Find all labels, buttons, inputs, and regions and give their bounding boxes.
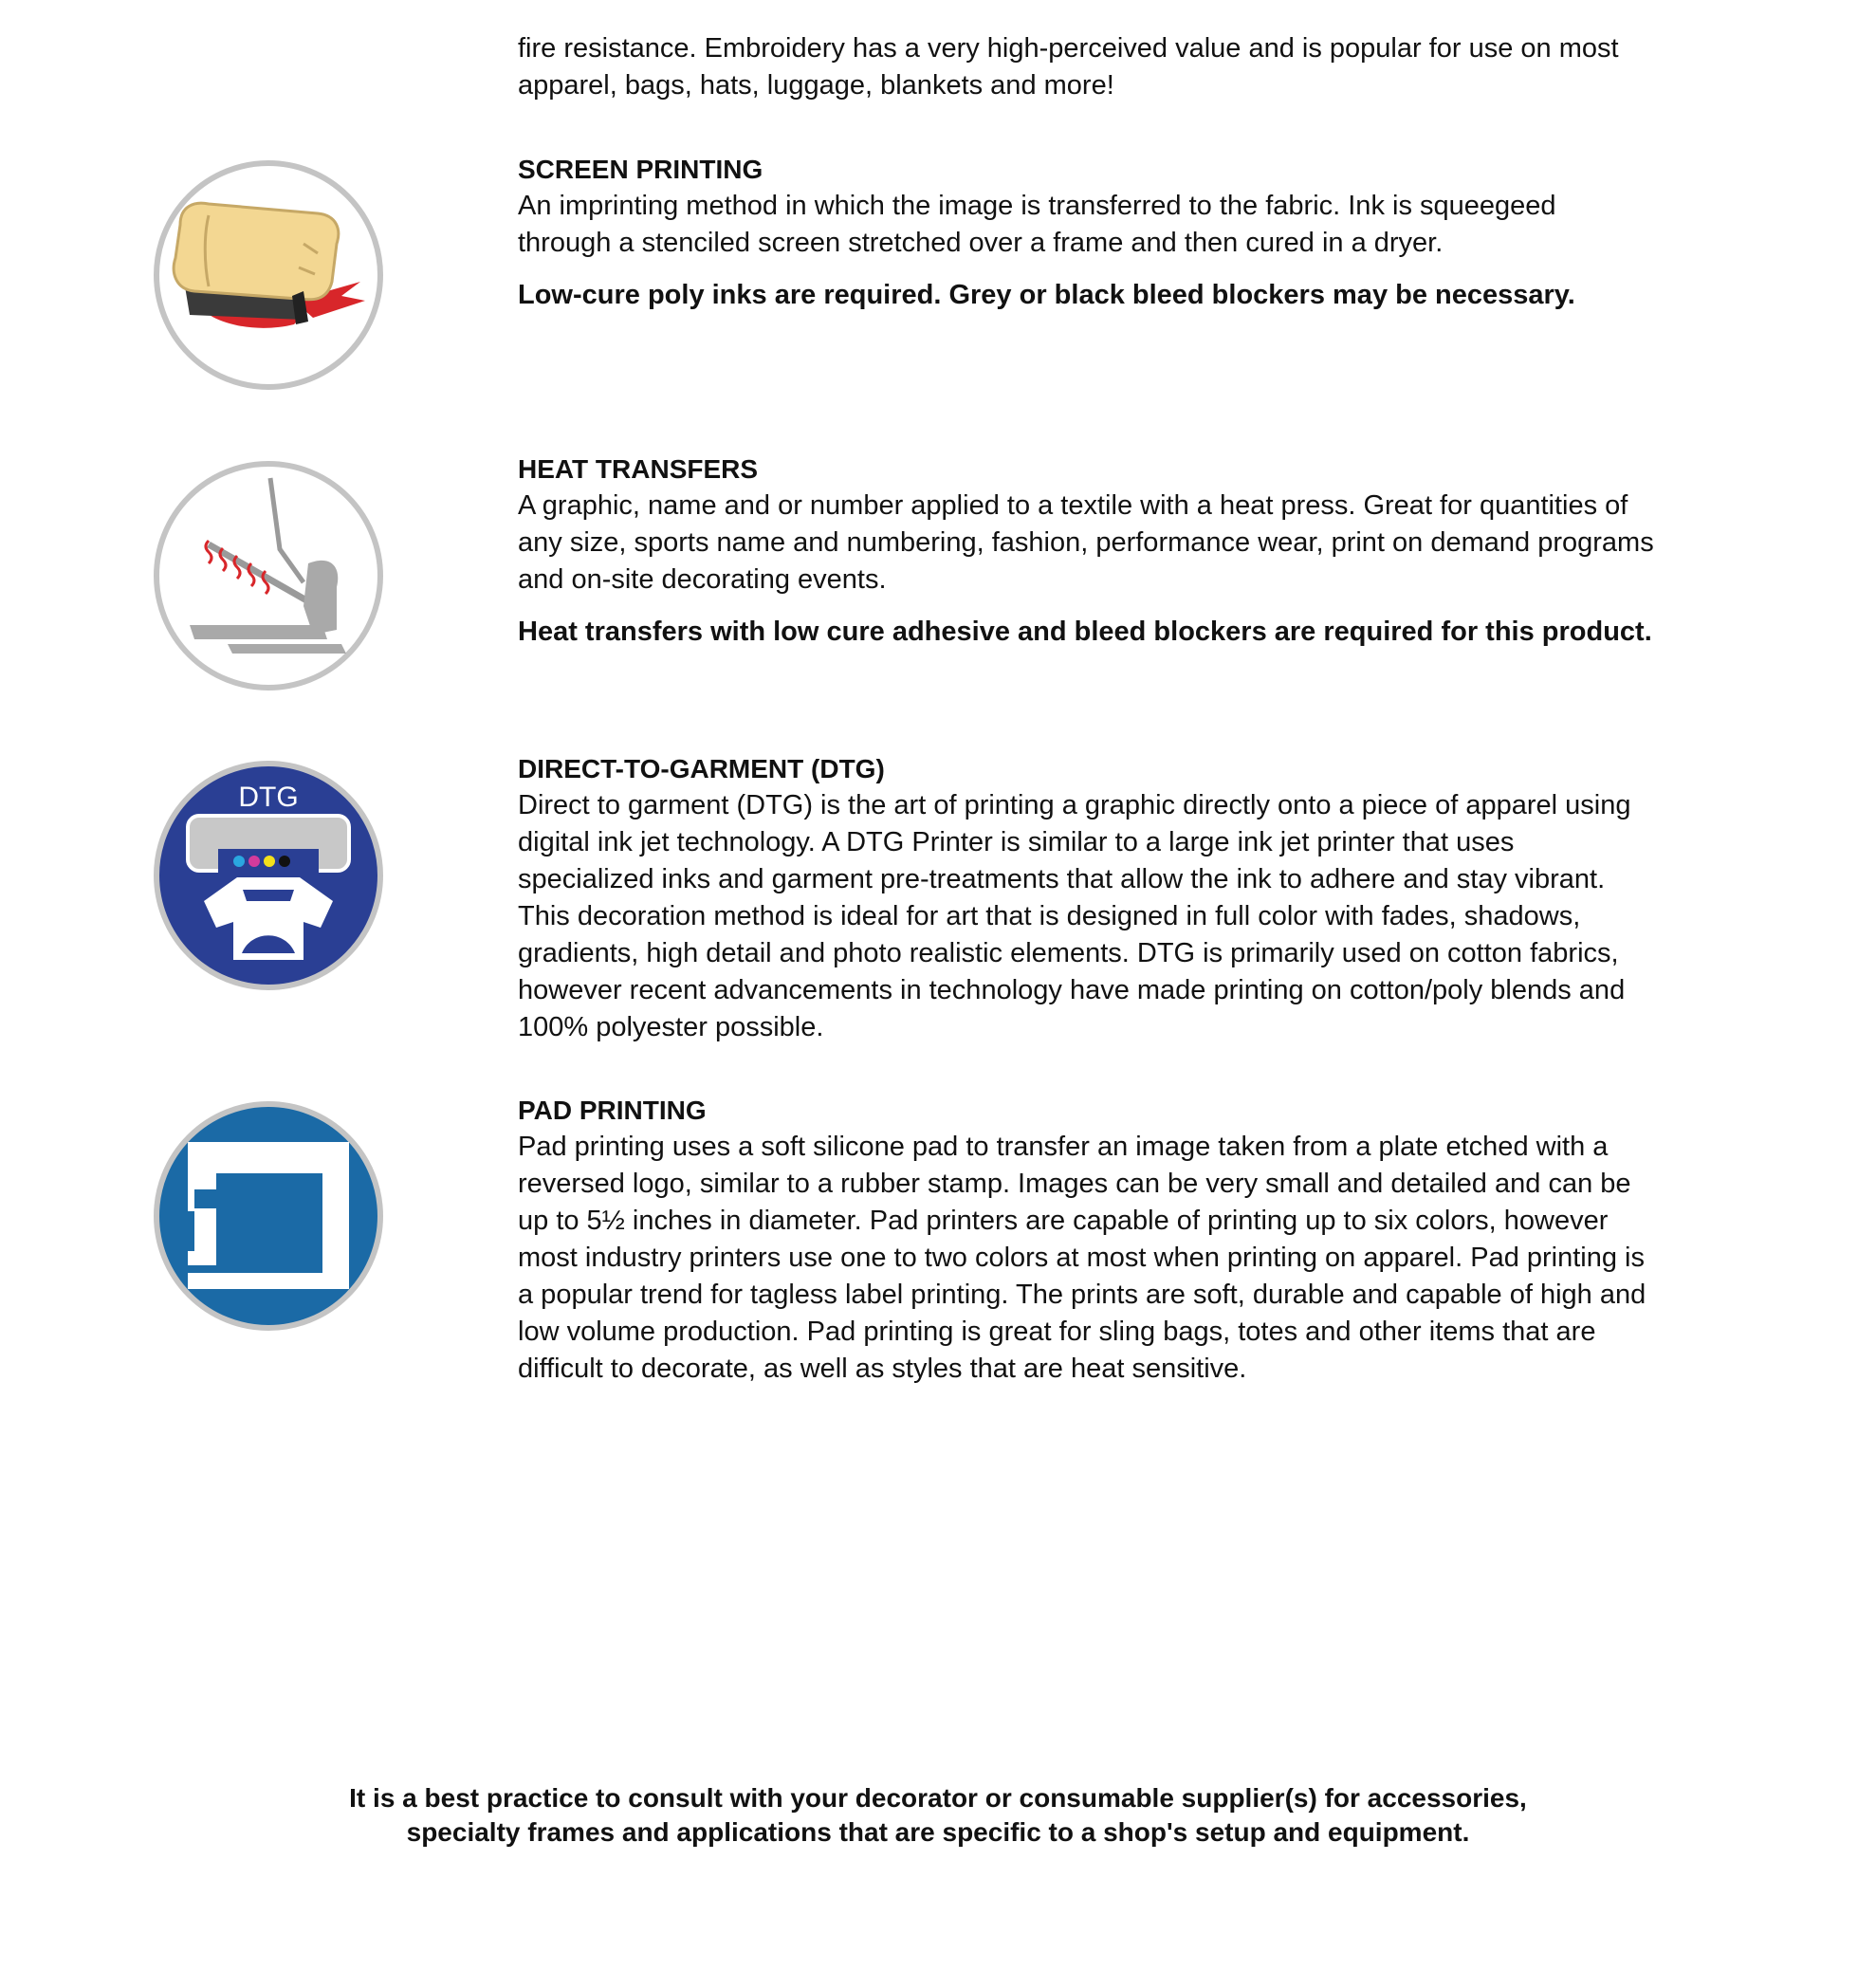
section-body: Direct to garment (DTG) is the art of printing a graphic directly onto a piece of apparel using digital ink jet technology. A DTG Printer is similar to a large ink jet printer that uses specialized inks and garment pre-treatments that allow the ink to adhere and stay vibrant. This decoration method is ideal for art that is designed in full color with fades, shadows, gradients, high detail and photo realistic elements. DTG is primarily used on cotton fabrics, however recent advancements in technology have made printing on cotton/poly blends and 100% polyester possible.: [518, 790, 1631, 1042]
intro-paragraph: fire resistance. Embroidery has a very high-perceived value and is popular for use on most apparel, bags, hats, luggage, blankets and more!: [518, 33, 1619, 101]
section-body: An imprinting method in which the image is transferred to the fabric. Ink is squeegeed through a stenciled screen stretched over a frame and then cured in a dryer.: [518, 191, 1556, 258]
footer-note: [0, 1781, 1876, 1850]
section-body: Pad printing uses a soft silicone pad to transfer an image taken from a plate etched with a reversed logo, similar to a rubber stamp. Images can be very small and detailed and can be up to 5½ inches in diameter. Pad printers are capable of printing up to six colors, however most industry printers use one to two colors at most when printing on apparel. Pad printing is a popular trend for tagless label printing. The prints are soft, durable and capable of high and low volume production. Pad printing is great for sling bags, totes and other items that are difficult to decorate, as well as styles that are heat sensitive.: [518, 1132, 1646, 1384]
footer-line-1: It is a best practice to consult with your decorator or consumable supplier(s) for accessories,: [349, 1783, 1527, 1813]
section-heading: HEAT TRANSFERS: [518, 454, 759, 484]
section-heading: SCREEN PRINTING: [518, 155, 763, 184]
section-heading: DIRECT-TO-GARMENT (DTG): [518, 754, 885, 783]
section-note: Heat transfers with low cure adhesive and bleed blockers are required for this product.: [518, 617, 1652, 647]
section-body: A graphic, name and or number applied to a textile with a heat press. Great for quantities of any size, sports name and numbering, fashion, performance wear, print on demand programs and on-site decorating events.: [518, 490, 1654, 595]
pad-printer-icon: [152, 1099, 385, 1333]
section-note: Low-cure poly inks are required. Grey or black bleed blockers may be necessary.: [518, 280, 1575, 310]
footer-line-2: specialty frames and applications that are specific to a shop's setup and equipment.: [406, 1817, 1470, 1847]
dtg-printer-icon: [152, 759, 385, 992]
section-heading: PAD PRINTING: [518, 1096, 707, 1125]
dtg-icon-label: DTG: [238, 782, 299, 813]
screen-printing-squeegee-icon: [152, 158, 385, 392]
heat-press-icon: [152, 459, 385, 692]
